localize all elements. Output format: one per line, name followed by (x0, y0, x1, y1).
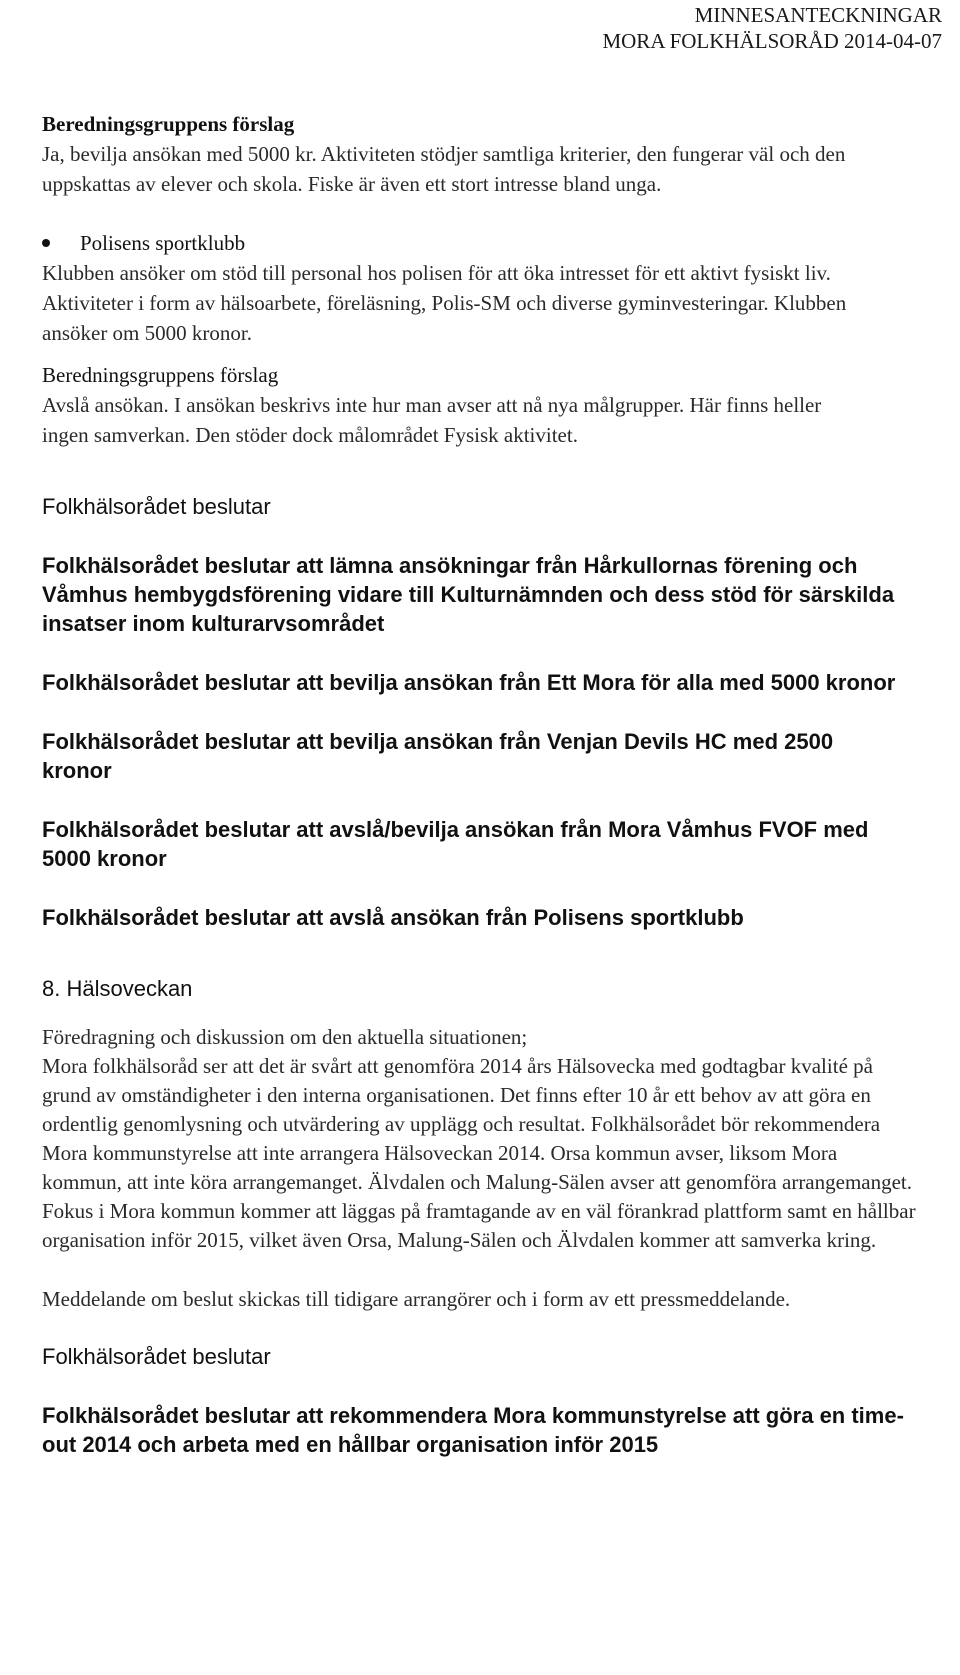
list-item-title: Polisens sportklubb (80, 231, 246, 255)
proposal-text: Avslå ansökan. I ansökan beskrivs inte hur man avser att nå nya målgrupper. Här finns heller ingen samverkan. Den stöder dock målområdet Fysisk aktivitet. (42, 393, 822, 447)
proposal-section-2 (42, 360, 942, 450)
decision-item: Folkhälsorådet beslutar att bevilja ansökan från Ett Mora för alla med 5000 kronor (42, 670, 896, 695)
section-intro: Föredragning och diskussion om den aktuella situationen; (42, 1025, 528, 1049)
proposal-heading: Beredningsgruppens förslag (42, 112, 295, 136)
page-header (602, 2, 942, 54)
decision-item: Folkhälsorådet beslutar att avslå ansökan från Polisens sportklubb (42, 905, 744, 930)
decision-item: Folkhälsorådet beslutar att bevilja ansökan från Venjan Devils HC med 2500 kronor (42, 729, 834, 783)
decision-item: Folkhälsorådet beslutar att avslå/bevilja ansökan från Mora Våmhus FVOF med 5000 kronor (42, 817, 869, 871)
header-subtitle: MORA FOLKHÄLSORÅD 2014-04-07 (602, 29, 942, 53)
decision-section-2 (42, 1342, 942, 1459)
proposal-text: Ja, bevilja ansökan med 5000 kr. Aktiviteten stödjer samtliga kriterier, den fungerar väl och den uppskattas av elever och skola. Fiske är även ett stort intresse bland unga. (42, 142, 846, 196)
list-item-text: Klubben ansöker om stöd till personal hos polisen för att öka intresset för ett aktivt fysiskt liv. Aktiviteter i form av hälsoarbete, föreläsning, Polis-SM och diverse gyminvesteringar. Klubben ansöker om 5000 kronor. (42, 261, 847, 345)
document-body (42, 109, 942, 1459)
bullet-icon (42, 239, 50, 247)
decision-item: Folkhälsorådet beslutar att rekommendera Mora kommunstyrelse att göra en time-out 2014 och arbeta med en hållbar organisation inför 2015 (42, 1403, 904, 1457)
decision-section-1 (42, 492, 942, 932)
header-title: MINNESANTECKNINGAR (694, 3, 942, 27)
decision-heading: Folkhälsorådet beslutar (42, 1344, 271, 1369)
section-note: Meddelande om beslut skickas till tidigare arrangörer och i form av ett pressmeddelande. (42, 1287, 791, 1311)
decision-item: Folkhälsorådet beslutar att lämna ansökningar från Hårkullornas förening och Våmhus hembygdsförening vidare till Kulturnämnden och dess stöd för särskilda insatser inom kulturarvsområdet (42, 553, 895, 636)
section-text: Mora folkhälsoråd ser att det är svårt att genomföra 2014 års Hälsovecka med godtagbar kvalité på grund av omständigheter i den interna organisationen. Det finns efter 10 år ett behov av att göra en ordentlig genomlysning och utvärdering av upplägg och resultat. Folkhälsorådet bör rekommendera Mora kommunstyrelse att inte arrangera Hälsoveckan 2014. Orsa kommun avser, liksom Mora kommun, att inte köra arrangemanget. Älvdalen och Malung-Sälen avser att genomföra arrangemanget. Fokus i Mora kommun kommer att läggas på framtagande av en väl förankrad plattform samt en hållbar organisation inför 2015, vilket även Orsa, Malung-Sälen och Älvdalen kommer att samverka kring. (42, 1054, 916, 1252)
decision-heading: Folkhälsorådet beslutar (42, 494, 271, 519)
proposal-heading: Beredningsgruppens förslag (42, 363, 279, 387)
section-8 (42, 974, 942, 1314)
proposal-section-1 (42, 109, 942, 199)
section-heading: 8. Hälsoveckan (42, 976, 193, 1001)
list-item-polisens-sportklubb (42, 228, 942, 348)
